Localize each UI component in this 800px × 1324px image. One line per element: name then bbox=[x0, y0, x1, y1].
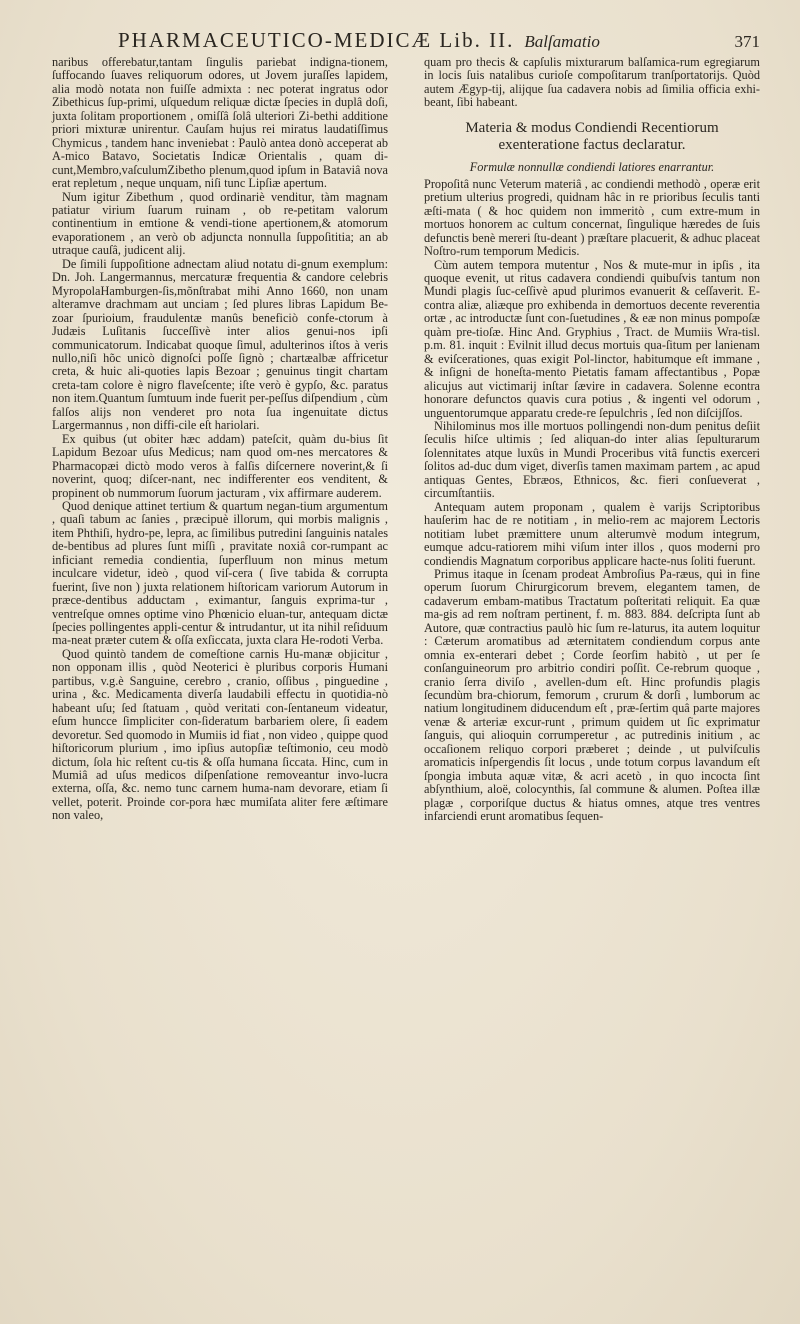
page-number: 371 bbox=[734, 32, 760, 51]
paragraph: Antequam autem proponam , qualem è varijs Scriptoribus hauſerim hac de re notitiam , in melio-rem ac majorem Lectoris notitiam lubet præmittere unum alterumvè modum integrum, eumque adcu-ratiorem mihi viſum inter illos , quos moderni pro condiendis Magnatum corporibus applicare hacte-nus ſoliti fuerunt. bbox=[424, 499, 760, 568]
paragraph: Ex quibus (ut obiter hæc addam) pateſcit, quàm du-bius ſit Lapidum Bezoar uſus Medicus; nam quod om-nes mercatores & Pharmacopæi dictò modo veros à falſis diſcernere noverint,& ſi noverint, quoq; diſcer-nant, nec indifferenter eos venditent, & propinent ob nummorum ſuorum jacturam , vix affirmare auderem. bbox=[52, 431, 388, 500]
paragraph: De ſimili ſuppoſitione adnectam aliud notatu di-gnum exemplum: Dn. Joh. Langermannus, mercaturæ frequentia & candore celebris MyropolaHamburgen-ſis,mõnſtrabat mihi Anno 1660, non unam alteramve drachmam aut unciam ; ſed plures libras Lapidum Be-zoar ſpurioium, fraudulentæ manûs beneficiò confe-ctorum à Judæis Luſitanis ſucceſſivè inter alios genui-nos ipſi communicatorum. Indicabat quoque ſimul, adulterinos iſtos à veris nullo,niſi hõc unicò dignoſci poſſe ſignò ; chartæalbæ affricetur creta, & huic ali-quoties lapis Bezoar ; genuinus tingit chartam creta-tam colore è nigro flaveſcente; iſte verò è gypſo, &c. paratus non item.Quantum ſumtuum inde fuerit per-peſſus diſpendium , cùm falſos alijs non venderet pro nota ſua ingenuitate dictus Largermannus , non diffi-cile eſt hariolari. bbox=[52, 256, 388, 433]
section-heading: Materia & modus Condiendi Recentiorum exenteratione factus declaratur. bbox=[465, 119, 719, 153]
running-head bbox=[118, 28, 760, 54]
paragraph: Primus itaque in ſcenam prodeat Ambroſius Pa-ræus, qui in fine operum ſuorum Chirurgicorum brevem, elegantem tamen, de cadaverum embam-matibus Tractatum poſteritati reliquit. Ea quæ ma-gis ad rem noſtram pertinent, f. m. 883. 884. deſcripta ſunt ab Autore, quæ contractius paulò hic ſum re-laturus, ita autem loquitur : Cæterum aromatibus ad æternitatem condiendum corpus ante omnia ex-enterari debet ; Corde ſeorſim habitò , ut per ſe conſanguineorum pro arbitrio condiri poſſit. Ce-rebrum quoque , cranio ſerra diviſo , avellen-dum eſt. Hinc profundis plagis ſecundùm bra-chiorum, femorum , crurum & dorſi , lumborum ac natium longitudinem diducendum eſt , præ-ſertim quâ parte majores venæ & arteriæ excur-runt , primum quidem ut ſic exprimatur ſanguis, qui alioquin corrumperetur , ac putredinis initium , ac occaſionem reliquo corpori præberet ; deinde , ut pulviſculis aromaticis inſpergendis ſit locus , unde totum corpus lavandum eſt ſpongia imbuta aquæ vitæ, & acri acetò , in quo incocta ſint abſynthium, aloë, colocynthis, ſal commune & alumen. Poſtea illæ plagæ , corporiſque ductus & hiatus omnes, atque tres ventres infarciendi erunt aromatibus ſequen- bbox=[424, 566, 760, 824]
running-head-title: PHARMACEUTICO-MEDICÆ Lib. II. bbox=[118, 28, 515, 52]
left-column bbox=[52, 56, 388, 824]
right-column bbox=[424, 56, 760, 824]
paragraph: Nihilominus mos ille mortuos pollingendi non-dum penitus deſiit ſeculis hiſce ultimis ; ſed aliquan-do inter alias ſepulturarum ſolennitates atque luxûs in Mundi Proceribus vitâ functis exerceri ſolitos ad-duc dum viget, diverſis tamen maximam partem , ac apud antiquas Gentes, Ebræos, Ethnicos, &c. fieri conſueverat , circumſtantiis. bbox=[424, 418, 760, 501]
paragraph: Propoſitâ nunc Veterum materiâ , ac condiendi methodò , operæ erit pretium ulterius progredi, quidnam hâc in re prioribus ſeculis tanti æſti-mata ( & hoc quidem non immeritò , cum extre-mum in mortuos honorem ac cultum concernat, ſingulique hæredes de ſuis defunctis benè mereri ſtu-deant ) præſtare placuerit, & adhuc placeat Noſtro-rum temporum Medicis. bbox=[424, 176, 760, 259]
paragraph: Quod denique attinet tertium & quartum negan-tium argumentum , quaſi tabum ac ſanies , præcipuè illorum, qui morbis malignis , item Phthiſi, hydro-pe, lepra, ac ſimilibus putredini ſanguinis natales de-bentibus ad plures ſunt miſſi , pravitate noxiâ cor-rumpant ac inficiant remedia condientia, ſuperfluum non minus metum inculcare videtur, ideò , quod viſ-cera ( ſive tabida & corrupta fuerint, ſive non ) juxta relationem hiſtoricam variorum Autorum in præce-dentibus adductam , eximantur, ſanguis exprima-tur , ventreſque omnes optime vino Phœnicio eluan-tur, antequam dictæ ſpecies pollingentes appli-centur & intrudantur, ut ita nihil reſiduum ma-neat præter cutem & oſſa exſiccata, juxta clara He-rodoti Verba. bbox=[52, 498, 388, 648]
paragraph: Cùm autem tempora mutentur , Nos & mute-mur in ipſis , ita quoque evenit, ut ritus cadavera condiendi quibuſvis tantum non Mundi plagis ſuc-ceſſivè apud plurimos evanuerit & ceſſaverit. E-contra aliæ, aliæque pro exhibenda in demortuos decente reverentia ortæ , ac introductæ ſunt con-ſuetudines , & eæ non minus pompoſæ quàm pre-tioſæ. Hinc And. Gryphius , Tract. de Mumiis Wra-tisl. p.m. 81. inquit : Evilnit illud decus mortuis qua-ſitum per lanienam & eviſcerationes, quas exigit Pol-linctor, habitumque eſt immane , & inſigni de honeſta-mento Pietatis famam affectantibus , Popæ alicujus aut victimarij inſtar ſævire in cadavera. Solenne econtra honorare defunctos quavis cura potius , & ingenti vel odorum , unguentorumque apparatu crede-re ſepulchris , ſed non diſcijſſos. bbox=[424, 257, 760, 420]
paragraph: Num igitur Zibethum , quod ordinariè venditur, tàm magnam patiatur virium ſuarum ruinam , ob re-petitam valorum continentium in emtione & vendi-tione apertionem,& atomorum evaporationem , an verò ob adjuncta nonnulla ſuppoſititia; an ab utraque cauſâ, judicent alij. bbox=[52, 189, 388, 258]
running-head-section: Balſamatio bbox=[524, 32, 600, 51]
text-columns bbox=[52, 56, 760, 824]
section-subheading: Formulæ nonnullæ condiendi latiores enarrantur. bbox=[469, 159, 715, 174]
paragraph: Quod quintò tandem de comeſtione carnis Hu-manæ objicitur , non opponam illis , quòd Neoterici è pluribus corporis Humani partibus, v.g.è Sanguine, cerebro , cranio, oſſibus , pinguedine , urina , &c. Medicamenta diverſa laudabili effectu in quotidia-nò habeant uſu; ſed ſtatuam , quòd veritati con-ſentaneum videatur, eſum huncce ſimpliciter con-ſideratum barbariem olere, ſi eadem devoretur. Sed quomodo in Mumiis id fiat , non video , quippe quod hiſtoricorum plurium , imo ipſius autopſiæ teſtimonio, ceu modò dictum, ſola hic reſtent cu-tis & oſſa humana ſiccata. Hinc, cum in Mumiâ ad uſus medicos diſpenſatione removeantur invo-lucra externa, oſſa, &c. nemo tunc carnem huma-nam devorare, etiam ſi vellet, poterit. Proinde cor-pora hæc mumiſata aliter fere æſtimare non valeo, bbox=[52, 646, 388, 823]
paragraph: quam pro thecis & capſulis mixturarum balſamica-rum egregiarum in locis ſuis natalibus curioſe compoſitarum tranſportatorijs. Quòd autem Ægyp-tij, alijque ſua cadavera nobis ad ſimilia officia exhi-beant, ſibi habeant. bbox=[424, 55, 760, 110]
paragraph: naribus offerebatur,tantam ſingulis pariebat indigna-tionem, ſuffocando ſuaves reliquorum odores, ut Jovem juraſſes lapidem, alia modò notata non fuiſſe admixta : nec poterat ingratus odor Zibethicus ſup-primi, uſquedum reliquæ dictæ ſpecies in duplâ doſi, juxta ſolitam proportionem , omiſſâ ſolâ ulteriori Zi-bethi additione priori mixturæ unirentur. Cauſam hujus rei miratus laudatiſſimus Chymicus , tandem hanc inveniebat : Paulò antea donò acceperat ab A-mico Batavo, Societatis Indicæ Orientalis , quam di-cunt,Membro,vaſculumZibetho plenum,quod ipſum in Bataviâ nova erat repletum , neque unquam, niſi tunc Lipſiæ apertum. bbox=[52, 55, 388, 191]
